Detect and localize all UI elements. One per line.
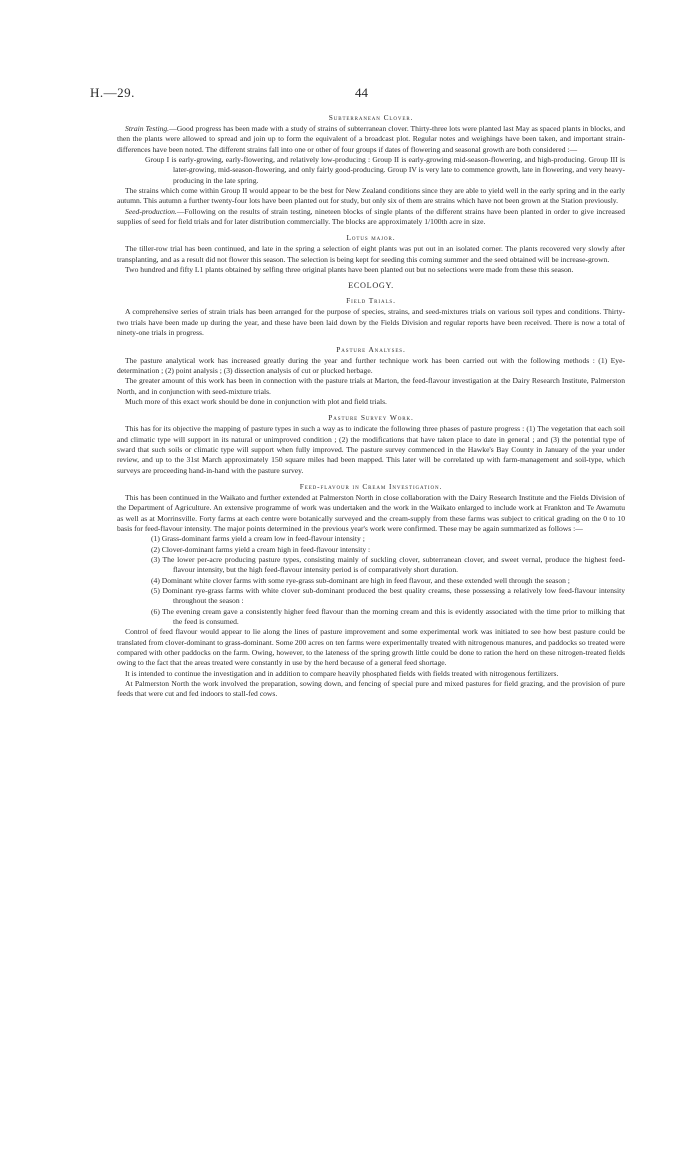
list-item: (1) Grass-dominant farms yield a cream low in feed-flavour intensity ;	[151, 534, 365, 544]
section-heading: Feed-flavour in Cream Investigation.	[299, 481, 443, 491]
run-in-heading: Seed-production.	[125, 206, 177, 216]
body-column	[117, 113, 625, 700]
paragraph: A comprehensive series of strain trials has been arranged for the purpose of species, strains, and seed-mixtures trials on various soil types and conditions. Thirty-two trials have been made up during the year, and these have been laid down by the Fields Division and regular reports have been received. There is now a total of ninety-one trials in progress.	[117, 307, 625, 338]
paragraph: Strain Testing.—Good progress has been made with a study of strains of subterranean clover. Thirty-three lots were planted last May as spaced plants in blocks, and then the plants were allowed to spread and join up to form the equivalent of a broadcast plot. Regular notes and weighings have been taken, and important strain-differences have been noted. The different strains fall into one or other of four groups if dates of flowering and seasonal growth are both considered :—	[117, 124, 625, 154]
list-item: (4) Dominant white clover farms with some rye-grass sub-dominant are high in feed flavour, and these extended well through the season ;	[151, 575, 570, 585]
paragraph: Seed-production.—Following on the results of strain testing, nineteen blocks of single plants of the different strains have been planted in order to give increased supplies of seed for field trials and for later distribution commercially. The blocks are approximately 1/100th acre in size.	[117, 206, 625, 227]
paragraph: The tiller-row trial has been continued, and late in the spring a selection of eight plants was put out in an isolated corner. The plants recovered very slowly after transplanting, and as a result did not flower this season. The selection is being kept for seeding this coming summer and the seed obtained will be increase-grown.	[117, 244, 625, 264]
section-heading: Subterranean Clover.	[328, 113, 414, 122]
list-item: (3) The lower per-acre producing pasture types, consisting mainly of suckling clover, subterranean clover, and sweet vernal, produce the highest feed-flavour intensity, but the high feed-flavour intensity period is of comparatively short duration.	[151, 555, 625, 575]
paragraph: Two hundred and fifty L1 plants obtained by selfing three original plants have been planted out but no selections were made from these this season.	[125, 265, 574, 275]
list-item: (2) Clover-dominant farms yield a cream high in feed-flavour intensity :	[151, 544, 371, 554]
list-item: (6) The evening cream gave a consistently higher feed flavour than the morning cream and this is evidently associated with the time prior to milking that the feed is consumed.	[151, 606, 625, 627]
run-in-heading: Strain Testing.	[125, 124, 170, 133]
paragraph: At Palmerston North the work involved the preparation, sowing down, and fencing of special pure and mixed pastures for field grazing, and the provision of pure feeds that were cut and fed indoors to stall-fed cows.	[117, 679, 625, 699]
list-item: (5) Dominant rye-grass farms with white clover sub-dominant produced the best quality creams, these possessing a relatively low feed-flavour intensity throughout the season :	[151, 586, 625, 606]
paragraph: Much more of this exact work should be done in conjunction with plot and field trials.	[125, 396, 387, 406]
paragraph: It is intended to continue the investigation and in addition to compare heavily phosphated fields with fields treated with nitrogenous fertilizers.	[125, 668, 559, 678]
paragraph: This has for its objective the mapping of pasture types in such a way as to indicate the following three phases of pasture progress : (1) The vegetation that each soil and climatic type will support in its natural or unimproved condition ; (2) the modifications that have taken place to date in general ; and (3) the potential type of sward that such soils or climatic type will support when fully improved. The pasture survey commenced in the Hawke's Bay County in January of the year under review, and up to the 31st March approximately 150 square miles had been mapped. This later will be correlated up with farm-management and soil-type, which surveys are proceeding hand-in-hand with the pasture survey.	[117, 424, 625, 475]
paragraph: The pasture analytical work has increased greatly during the year and further technique work has been carried out with the following methods : (1) Eye-determination ; (2) point analysis ; (3) dissection analysis of cut or plucked herbage.	[117, 355, 625, 375]
paragraph: The strains which come within Group II would appear to be the best for New Zealand conditions since they are able to yield well in the early spring and in the early autumn. This autumn a further twenty-four lots have been planted out for study, but only six of them are strains which have not been grown at the Station previously.	[117, 186, 625, 206]
section-heading: Field Trials.	[346, 296, 396, 306]
paragraph: The greater amount of this work has been in connection with the pasture trials at Marton, the feed-flavour investigation at the Dairy Research Institute, Palmerston North, and in conjunction with seed-mixture trials.	[117, 376, 625, 396]
group-description: Group I is early-growing, early-flowering, and relatively low-producing : Group II is early-growing mid-season-flowering, and high-producing. Group III is later-growing, mid-season-flowering, and only fairly good-producing. Group IV is very late to commence growth, late in flowering, and very heavy-producing in the late spring.	[145, 155, 625, 185]
section-heading: Lotus major.	[346, 233, 396, 243]
paragraph: This has been continued in the Waikato and further extended at Palmerston North in close collaboration with the Dairy Research Institute and the Fields Division of the Department of Agriculture. An extensive programme of work was undertaken and the work in the Waikato enlarged to include work at Frankton and Te Awamutu as well as at Morrinsville. Forty farms at each centre were botanically surveyed and the cream-supply from these farms was subject to critical grading on the 0 to 10 basis for feed-flavour intensity. The major points determined in the previous year's work were confirmed. These may be again summarized as follows :—	[117, 492, 625, 533]
chapter-heading: ECOLOGY.	[348, 281, 394, 291]
paragraph: Control of feed flavour would appear to lie along the lines of pasture improvement and some experimental work was initiated to see how best pasture could be translated from clover-dominant to grass-dominant. Some 200 acres on ten farms were experimentally treated with nitrogenous manures, and paddocks so treated were compared with other paddocks on the farm. Owing, however, to the lateness of the spring growth little could be done to ration the herd on these nitrogen-treated fields owing to the fact that the areas treated were constantly in use by the herd because of a general feed shortage.	[117, 627, 625, 668]
section-heading: Pasture Analyses.	[336, 344, 406, 354]
page-number: 44	[355, 85, 368, 100]
section-heading: Pasture Survey Work.	[328, 413, 414, 423]
findings-list	[117, 534, 625, 627]
document-reference: H.—29.	[90, 85, 135, 100]
